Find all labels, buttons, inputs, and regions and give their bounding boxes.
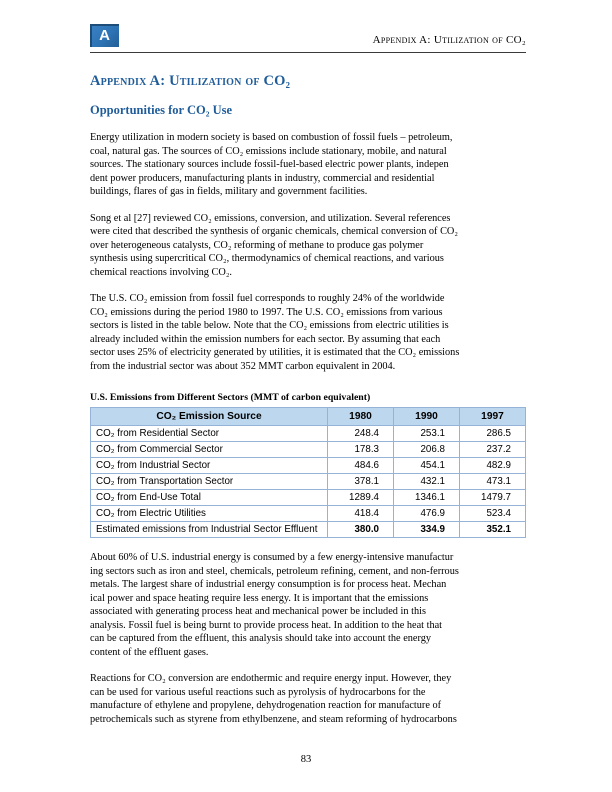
text-line: CO₂ emissions during the period 1980 to 1997. The U.S. CO₂ emissions from various: [90, 306, 443, 318]
text-line: sector uses 25% of electricity generated by utilities, it is estimated that the CO₂ emissions: [90, 347, 460, 358]
table-row: [91, 426, 526, 442]
column-header-source: CO₂ Emission Source: [91, 408, 328, 426]
emissions-table: [90, 407, 526, 538]
appendix-logo: [90, 24, 119, 47]
text-line: synthesis using supercritical CO₂, thermodynamics of chemical reactions, and various: [90, 253, 444, 264]
table-cell-value: 352.1: [460, 522, 526, 538]
table-cell-value: 378.1: [328, 474, 394, 490]
text-line: can be used for various useful reactions such as pyrolysis of hydrocarbons for the: [90, 686, 426, 698]
table-cell-source: CO₂ from Commercial Sector: [91, 442, 328, 458]
text-line: from the industrial sector was about 352 MMT carbon equivalent in 2004.: [90, 360, 396, 372]
table-row: [91, 442, 526, 458]
text-line: coal, natural gas. The sources of CO₂ emissions include stationary, mobile, and natural: [90, 145, 447, 157]
body-paragraph: [90, 551, 526, 659]
text-line: already included within the emission numbers for each sector. By assuming that each: [90, 333, 441, 345]
table-cell-value: 476.9: [394, 506, 460, 522]
text-line: petrochemicals such as styrene from ethylbenzene, and steam reforming of hydrocarbons: [90, 713, 457, 725]
text-line: Energy utilization in modern society is based on combustion of fossil fuels – petroleum,: [90, 132, 453, 143]
table-cell-value: 237.2: [460, 442, 526, 458]
logo-letter: A: [99, 27, 110, 44]
table-cell-source: CO₂ from Residential Sector: [91, 426, 328, 442]
body-paragraph: [90, 672, 526, 726]
text-line: associated with generating process heat and mechanical power be included in this: [90, 606, 426, 617]
column-header-1990: 1990: [394, 408, 460, 426]
text-line: manufacture of ethylene and propylene, dehydrogenation reaction for manufacture of: [90, 700, 442, 711]
table-cell-value: 473.1: [460, 474, 526, 490]
text-line: sources. The stationary sources include fossil-fuel-based electric power plants, indepen: [90, 159, 449, 170]
table-cell-value: 380.0: [328, 522, 394, 538]
table-cell-value: 1289.4: [328, 490, 394, 506]
table-cell-value: 454.1: [394, 458, 460, 474]
text-line: ing sectors such as iron and steel, chemicals, petroleum refining, cement, and non-ferrous: [90, 565, 459, 577]
text-line: can be captured from the effluent, this analysis should take into account the energy: [90, 633, 432, 644]
text-line: Song et al [27] reviewed CO₂ emissions, conversion, and utilization. Several references: [90, 212, 451, 224]
table-cell-value: 1479.7: [460, 490, 526, 506]
table-row: [91, 490, 526, 506]
running-header-title: Appendix A: Utilization of CO₂: [372, 34, 526, 46]
text-line: analysis. Fossil fuel is being burnt to provide process heat. In addition to the heat that: [90, 619, 443, 631]
table-cell-source: CO₂ from Industrial Sector: [91, 458, 328, 474]
table-cell-value: 253.1: [394, 426, 460, 442]
table-cell-value: 484.6: [328, 458, 394, 474]
text-line: The U.S. CO₂ emission from fossil fuel corresponds to roughly 24% of the worldwide: [90, 293, 445, 304]
text-line: content of the effluent gases.: [90, 646, 209, 658]
text-line: ical power and space heating require less energy. It is important that the emissions: [90, 592, 429, 604]
table-cell-value: 1346.1: [394, 490, 460, 506]
text-line: Reactions for CO₂ conversion are endothermic and require energy input. However, they: [90, 673, 452, 684]
text-line: About 60% of U.S. industrial energy is consumed by a few energy-intensive manufactur: [90, 552, 454, 563]
table-cell-source: Estimated emissions from Industrial Sector Effluent: [91, 522, 328, 538]
table-row: [91, 458, 526, 474]
page-title: Appendix A: Utilization of CO₂: [90, 73, 291, 89]
page-number: 83: [300, 754, 312, 765]
table-cell-source: CO₂ from Transportation Sector: [91, 474, 328, 490]
text-line: over heterogeneous catalysts, CO₂ reforming of methane to produce gas polymer: [90, 239, 424, 251]
table-header-row: [91, 408, 526, 426]
table-cell-value: 418.4: [328, 506, 394, 522]
header-divider: [90, 52, 526, 53]
page-header: [90, 24, 526, 47]
column-header-1997: 1997: [460, 408, 526, 426]
table-cell-value: 432.1: [394, 474, 460, 490]
text-line: were cited that described the synthesis of organic chemicals, chemical conversion of CO₂: [90, 226, 458, 237]
text-line: dent power producers, manufacturing plants in industry, commercial and residential: [90, 172, 435, 184]
table-caption: U.S. Emissions from Different Sectors (MMT of carbon equivalent): [90, 392, 371, 403]
section-heading: Opportunities for CO₂ Use: [90, 103, 233, 117]
table-cell-source: CO₂ from End-Use Total: [91, 490, 328, 506]
table-cell-value: 206.8: [394, 442, 460, 458]
body-paragraph: [90, 292, 526, 373]
table-row-estimated-totals: [91, 522, 526, 538]
text-line: chemical reactions involving CO₂.: [90, 266, 232, 278]
table-cell-value: 178.3: [328, 442, 394, 458]
column-header-1980: 1980: [328, 408, 394, 426]
body-paragraph: [90, 212, 526, 280]
text-line: metals. The largest share of industrial energy consumption is for process heat. Mechan: [90, 579, 447, 590]
table-row: [91, 474, 526, 490]
text-line: sectors is listed in the table below. Note that the CO₂ emissions from electric utilities is: [90, 320, 449, 331]
table-cell-value: 248.4: [328, 426, 394, 442]
table-cell-value: 482.9: [460, 458, 526, 474]
body-paragraph: [90, 131, 526, 199]
table-cell-value: 286.5: [460, 426, 526, 442]
table-cell-value: 523.4: [460, 506, 526, 522]
table-row: [91, 506, 526, 522]
text-line: buildings, flares of gas in fields, military and government facilities.: [90, 186, 368, 197]
table-cell-source: CO₂ from Electric Utilities: [91, 506, 328, 522]
table-cell-value: 334.9: [394, 522, 460, 538]
